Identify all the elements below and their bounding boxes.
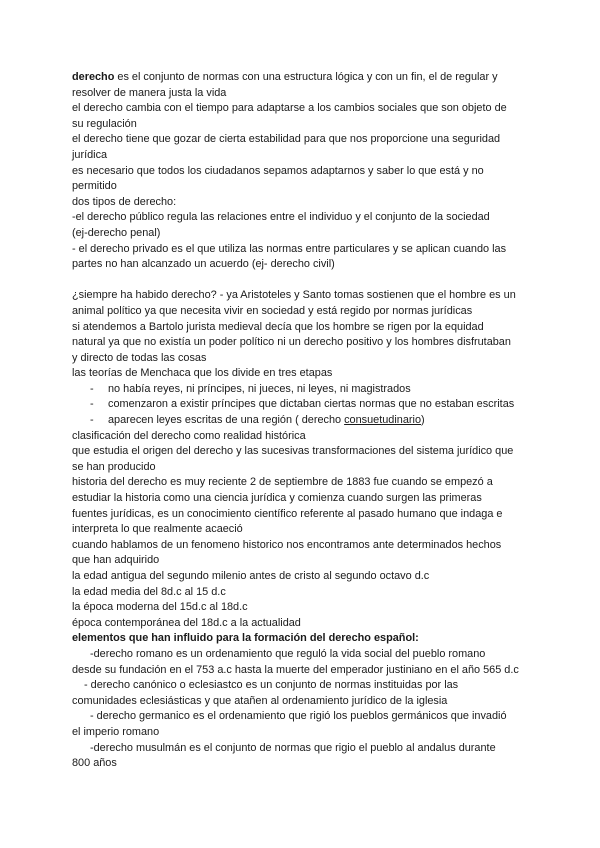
text-line: partes no han alcanzado un acuerdo (ej- derecho civil) — [72, 258, 335, 271]
text-line: 800 años — [72, 757, 117, 770]
section-heading: elementos que han influido para la formación del derecho español: — [72, 632, 419, 645]
bullet-dash: - — [90, 414, 94, 427]
text-line: el derecho tiene que gozar de cierta estabilidad para que nos proporcione una seguridad — [72, 133, 501, 146]
text-line: la edad media del 8d.c al 15 d.c — [72, 585, 226, 598]
text-line: comunidades eclesiásticas y que atañen al ordenamiento jurídico de la iglesia — [72, 694, 448, 707]
text-line: permitido — [72, 180, 117, 193]
text-line: ¿siempre ha habido derecho? - ya Aristoteles y Santo tomas sostienen que el hombre es un — [72, 289, 516, 302]
text-line: resolver de manera justa la vida — [72, 86, 227, 99]
text-line: interpreta lo que realmente acaeció — [72, 523, 243, 536]
text-line: (ej-derecho penal) — [72, 226, 161, 239]
text-line: y directo de todas las cosas — [72, 351, 207, 364]
text-line: el imperio romano — [72, 725, 160, 738]
text-line: - el derecho privado es el que utiliza las normas entre particulares y se aplican cuando las — [72, 242, 507, 255]
list-item: - no había reyes, ni príncipes, ni jueces, ni leyes, ni magistrados — [72, 382, 532, 398]
text-line: cuando hablamos de un fenomeno historico nos encontramos ante determinados hechos — [72, 538, 502, 551]
text-line: historia del derecho es muy reciente 2 de septiembre de 1883 fue cuando se empezó a — [72, 476, 493, 489]
list-item: - comenzaron a existir príncipes que dictaban ciertas normas que no estaban escritas — [72, 397, 532, 413]
term-bold: derecho — [72, 71, 115, 83]
text-line: las teorías de Menchaca que los divide en tres etapas — [72, 367, 333, 380]
text-line: jurídica — [72, 148, 108, 161]
text-line: estudiar la historia como una ciencia jurídica y comienza cuando surgen las primeras — [72, 492, 482, 505]
document-page — [72, 70, 532, 772]
text-line: clasificación del derecho como realidad histórica — [72, 429, 306, 442]
text-line: animal político ya que necesita vivir en sociedad y está regido por normas jurídicas — [72, 304, 473, 317]
underlined-term: consuetudinario — [344, 414, 422, 427]
text-line: dos tipos de derecho: — [72, 195, 177, 208]
text-line: la época moderna del 15d.c al 18d.c — [72, 601, 248, 614]
text-line: el derecho cambia con el tiempo para adaptarse a los cambios sociales que son objeto de — [72, 102, 507, 115]
text-line: si atendemos a Bartolo jurista medieval decía que los hombre se rigen por la equidad — [72, 320, 484, 333]
text-line: la edad antigua del segundo milenio antes de cristo al segundo octavo d.c — [72, 570, 430, 582]
text-line: que estudia el origen del derecho y las sucesivas transformaciones del sistema jurídico que — [72, 445, 514, 458]
text-line: - derecho germanico es el ordenamiento que rigió los pueblos germánicos que invadió — [90, 710, 507, 723]
bullet-dash: - — [90, 398, 94, 411]
text-line: se han producido — [72, 460, 156, 473]
text-line: -derecho musulmán es el conjunto de normas que rigio el pueblo al andalus durante — [90, 741, 496, 754]
text-line: que han adquirido — [72, 554, 160, 567]
text-line: es necesario que todos los ciudadanos sepamos adaptarnos y saber lo que está y no — [72, 164, 484, 177]
text-line: desde su fundación en el 753 a.c hasta la muerte del emperador justiniano en el año 565 d.c — [72, 663, 519, 676]
list-item: - aparecen leyes escritas de una región ( derecho consuetudinario) — [72, 413, 532, 429]
text-line: -derecho romano es un ordenamiento que reguló la vida social del pueblo romano — [90, 647, 486, 660]
text-line: derecho es el conjunto de normas con una estructura lógica y con un fin, el de regular y — [72, 71, 498, 83]
text-line: época contemporánea del 18d.c a la actualidad — [72, 616, 301, 629]
bullet-dash: - — [90, 382, 94, 395]
text-line: natural ya que no existía un poder político ni un derecho positivo y los hombres disfrutaban — [72, 336, 511, 349]
text-line: su regulación — [72, 117, 137, 130]
text-line: - derecho canónico o eclesiastco es un conjunto de normas instituidas por las — [84, 679, 459, 692]
blank-line — [72, 273, 532, 289]
text-line: -el derecho público regula las relaciones entre el individuo y el conjunto de la sociedad — [72, 211, 490, 224]
text-line: fuentes jurídicas, es un conocimiento científico referente al pasado humano que indaga e — [72, 507, 503, 520]
